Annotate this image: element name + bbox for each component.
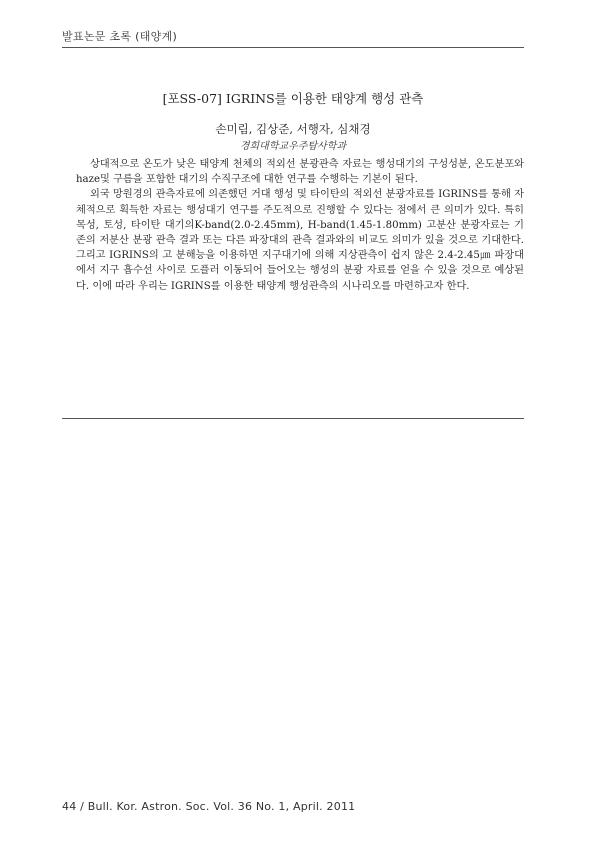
paper-affiliation: 경희대학교우주탐사학과 (239, 141, 347, 152)
abstract-paragraph: 상대적으로 온도가 낮은 태양계 천체의 적외선 분광관측 자료는 행성대기의 구성성분, 온도분포와 haze및 구름을 포함한 대기의 수직구조에 대한 연구를 수행하는 기본이 된다. (76, 159, 524, 186)
section-divider (62, 418, 524, 419)
page-footer: 44 / Bull. Kor. Astron. Soc. Vol. 36 No. 1, April. 2011 (62, 800, 356, 813)
running-head: 발표논문 초록 (태양계) (62, 30, 178, 43)
paper-authors: 손미림, 김상준, 서행자, 심채경 (215, 122, 371, 136)
abstract-body (76, 157, 524, 294)
abstract-paragraph: 외국 망원경의 관측자료에 의존했던 거대 행성 및 타이탄의 적외선 분광자료를 IGRINS를 통해 자체적으로 획득한 자료는 행성대기 연구를 주도적으로 진행할 수 있다는 점에서 큰 의미가 있다. 특히 목성, 토성, 타이탄 대기의K-band(2.0-2.45mm), H-band(1.45-1.80mm) 고분산 분광자료는 기존의 저분산 분광 관측 결과 또는 다른 파장대의 관측 결과와의 비교도 의미가 있을 것으로 기대한다. 그리고 IGRINS의 고 분해능을 이용하면 지구대기에 의해 지상관측이 쉽지 않은 2.4-2.45㎛ 파장대에서 지구 흡수선 사이로 도플러 이동되어 들어오는 행성의 분광 자료를 얻을 수 있을 것으로 예상된다. 이에 따라 우리는 IGRINS를 이용한 태양계 행성관측의 시나리오를 마련하고자 한다. (76, 189, 524, 292)
header-divider (62, 47, 524, 48)
paper-title: [포SS-07] IGRINS를 이용한 태양계 행성 관측 (162, 91, 424, 106)
